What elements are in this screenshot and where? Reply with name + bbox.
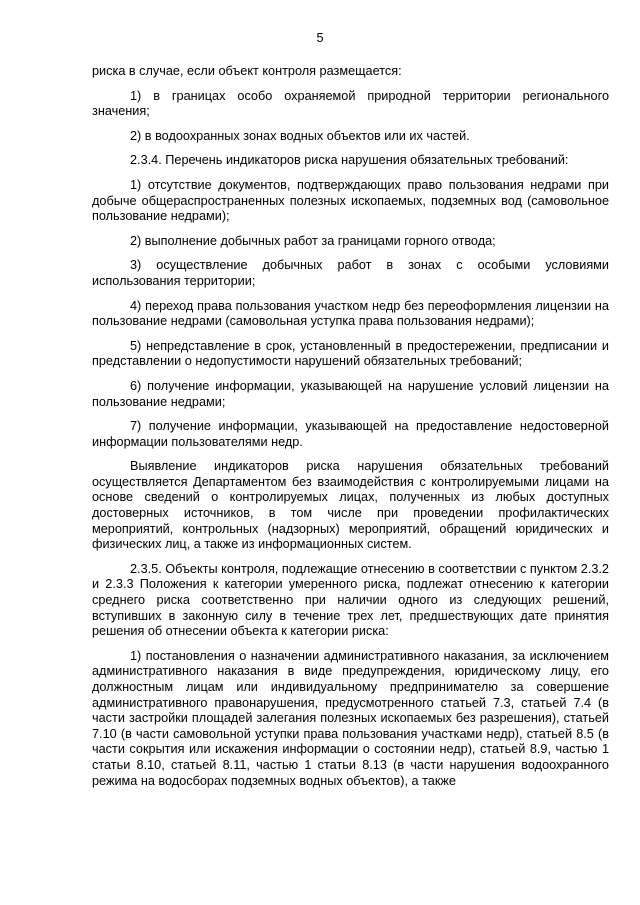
paragraph: риска в случае, если объект контроля размещается:: [92, 64, 402, 78]
paragraph: 4) переход права пользования участком недр без переоформления лицензии на пользование недрами (самовольная уступка права пользования недрами);: [92, 298, 609, 329]
document-body: [92, 64, 609, 798]
paragraph: 7) получение информации, указывающей на предоставление недостоверной информации пользователями недр.: [92, 419, 609, 449]
paragraph: 2) в водоохранных зонах водных объектов или их частей.: [130, 128, 470, 143]
paragraph: 2.3.5. Объекты контроля, подлежащие отнесению в соответствии с пунктом 2.3.2 и 2.3.3 Положения к категории умеренного риска, подлежат отнесению к категории среднего риска соответственно при наличии одного из следующих решений, вступивших в законную силу в течение трех лет, предшествующих дате принятия решения об отнесении объекта к категории риска:: [92, 561, 609, 639]
paragraph: Выявление индикаторов риска нарушения обязательных требований осуществляется Департаментом без взаимодействия с контролируемыми лицами на основе сведений о контролируемых лицах, полученных из любых доступных достоверных источников, в том числе при проведении профилактических мероприятий, контрольных (надзорных) мероприятий, обращений юридических и физических лиц, а также из информационных систем.: [92, 459, 609, 552]
paragraph: 1) постановления о назначении административного наказания, за исключением административного наказания в виде предупреждения, юридическому лицу, его должностным лицам или индивидуальному предпринимателю за совершение административного правонарушения, предусмотренного статьей 7.3, статьей 7.4 (в части застройки площадей залегания полезных ископаемых без разрешения), статьей 7.10 (в части самовольной уступки права пользования участками недр), статьей 8.5 (в части сокрытия или искажения информации о состоянии недр), статьей 8.9, частью 1 статьи 8.10, статьей 8.11, частью 1 статьи 8.13 (в части нарушения водоохранного режима на водосборах подземных водных объектов), а также: [92, 648, 609, 788]
paragraph: 1) в границах особо охраняемой природной территории регионального значения;: [92, 88, 609, 119]
paragraph: 3) осуществление добычных работ в зонах с особыми условиями использования территории;: [92, 258, 609, 288]
paragraph: 2) выполнение добычных работ за границами горного отвода;: [130, 233, 496, 248]
page-number: 5: [316, 31, 324, 45]
paragraph: 1) отсутствие документов, подтверждающих право пользования недрами при добыче общераспространенных полезных ископаемых, подземных вод (самовольное пользование недрами);: [92, 177, 609, 224]
paragraph: 5) непредставление в срок, установленный в предостережении, предписании и представлении о недопустимости нарушений обязательных требований;: [92, 338, 609, 369]
paragraph: 2.3.4. Перечень индикаторов риска нарушения обязательных требований:: [130, 153, 569, 168]
paragraph: 6) получение информации, указывающей на нарушение условий лицензии на пользование недрами;: [92, 378, 609, 409]
